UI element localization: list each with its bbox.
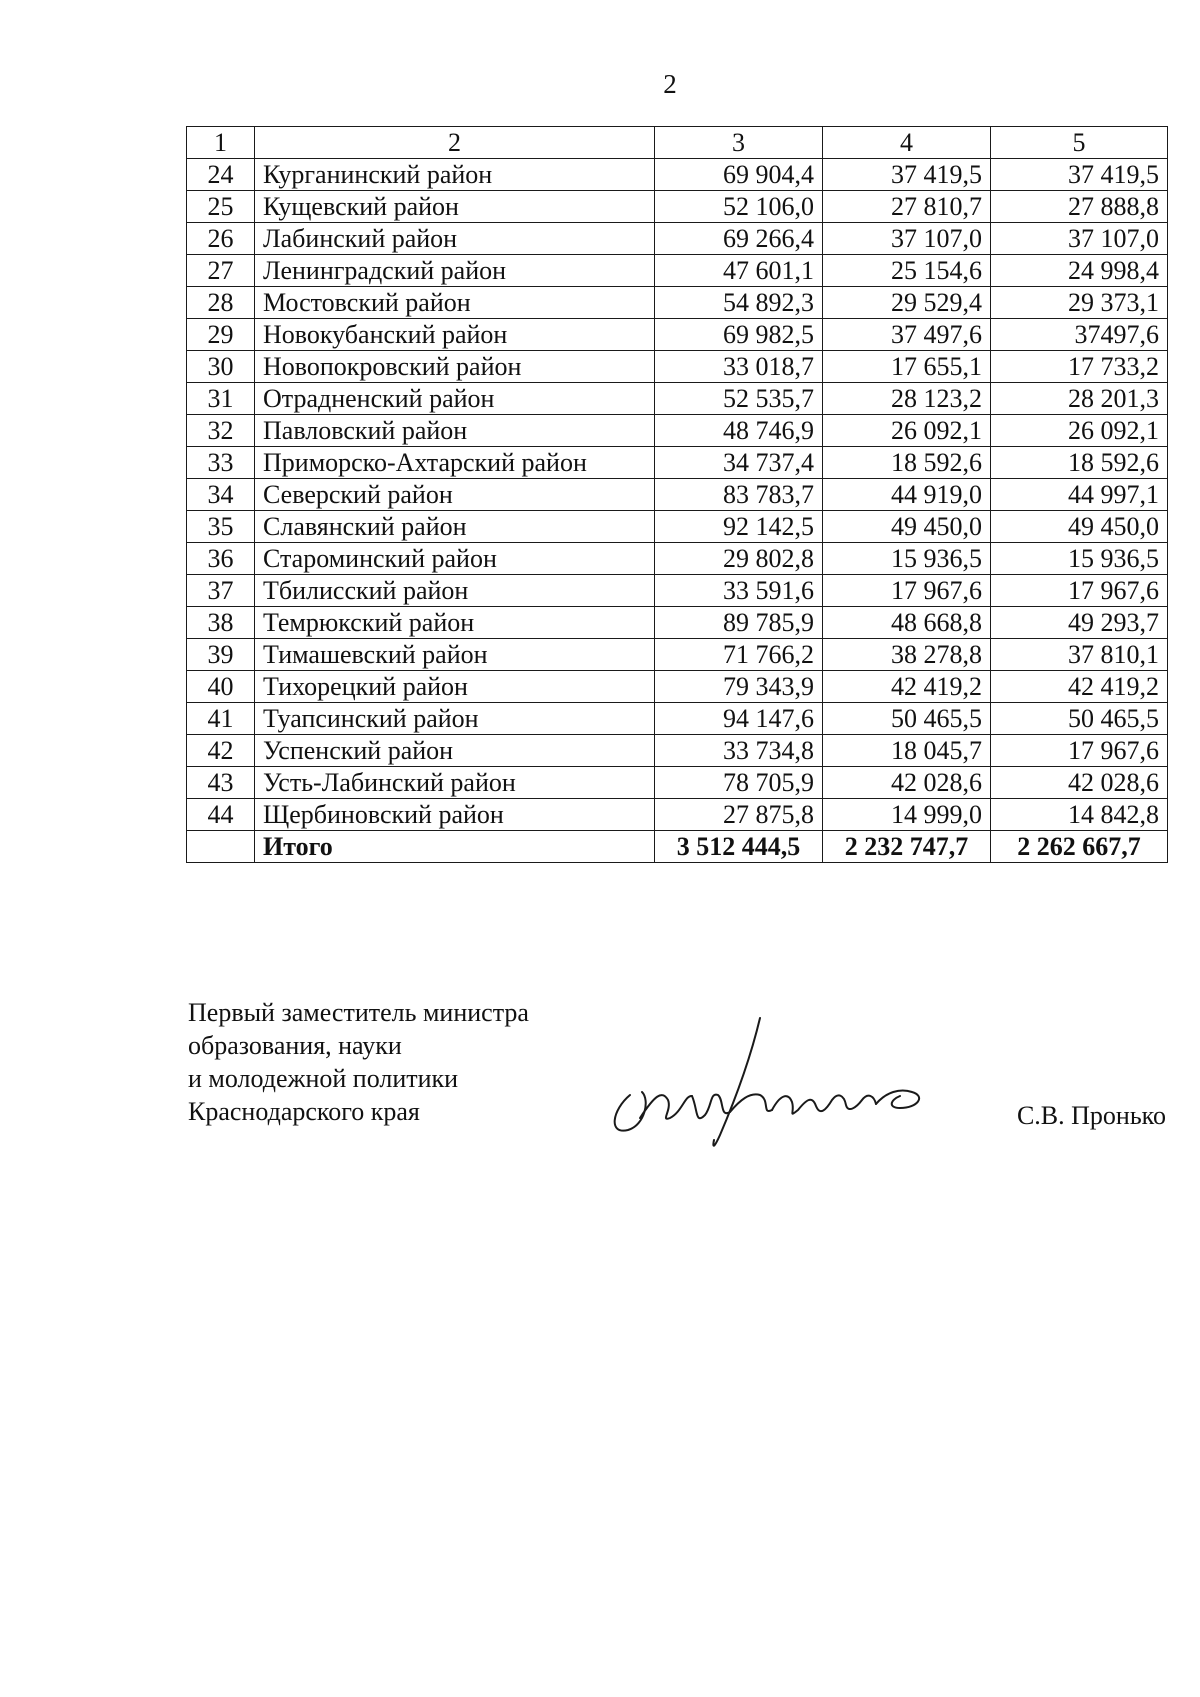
value-cell-col4: 37 107,0 xyxy=(823,223,991,255)
value-cell-col5: 17 967,6 xyxy=(991,575,1168,607)
table-row xyxy=(187,767,1168,799)
header-cell-3: 3 xyxy=(655,127,823,159)
signatory-name: С.В. Пронько xyxy=(1016,1101,1166,1130)
row-number-cell: 41 xyxy=(187,703,255,735)
row-number-cell: 26 xyxy=(187,223,255,255)
row-number-cell: 28 xyxy=(187,287,255,319)
table-row xyxy=(187,703,1168,735)
value-cell-col3: 69 982,5 xyxy=(655,319,823,351)
row-number-cell: 32 xyxy=(187,415,255,447)
value-cell-col4: 42 419,2 xyxy=(823,671,991,703)
value-cell-col4: 17 655,1 xyxy=(823,351,991,383)
row-number-cell: 30 xyxy=(187,351,255,383)
value-cell-col5: 29 373,1 xyxy=(991,287,1168,319)
row-number-cell: 38 xyxy=(187,607,255,639)
value-cell-col3: 48 746,9 xyxy=(655,415,823,447)
row-number-cell: 34 xyxy=(187,479,255,511)
row-number-cell: 29 xyxy=(187,319,255,351)
value-cell-col3: 71 766,2 xyxy=(655,639,823,671)
row-number-cell: 25 xyxy=(187,191,255,223)
value-cell-col3: 79 343,9 xyxy=(655,671,823,703)
position-line: образования, науки xyxy=(188,1031,402,1060)
value-cell-col5: 37 810,1 xyxy=(991,639,1168,671)
district-name-cell: Приморско-Ахтарский район xyxy=(255,447,655,479)
value-cell-col4: 18 045,7 xyxy=(823,735,991,767)
row-number-cell: 35 xyxy=(187,511,255,543)
value-cell-col3: 54 892,3 xyxy=(655,287,823,319)
value-cell-col5: 37 419,5 xyxy=(991,159,1168,191)
value-cell-col3: 94 147,6 xyxy=(655,703,823,735)
value-cell-col4: 15 936,5 xyxy=(823,543,991,575)
row-number-cell: 37 xyxy=(187,575,255,607)
table-row xyxy=(187,287,1168,319)
header-cell-4: 4 xyxy=(823,127,991,159)
table-row xyxy=(187,383,1168,415)
value-cell-col4: 50 465,5 xyxy=(823,703,991,735)
value-cell-col3: 34 737,4 xyxy=(655,447,823,479)
value-cell-col5: 17 733,2 xyxy=(991,351,1168,383)
total-value-cell: 3 512 444,5 xyxy=(655,831,823,863)
value-cell-col4: 17 967,6 xyxy=(823,575,991,607)
table-row xyxy=(187,415,1168,447)
signatory-position xyxy=(188,996,529,1128)
page-number: 2 xyxy=(663,69,677,99)
row-number-cell: 43 xyxy=(187,767,255,799)
table-row xyxy=(187,447,1168,479)
value-cell-col5: 37497,6 xyxy=(991,319,1168,351)
header-cell-5: 5 xyxy=(991,127,1168,159)
total-label: Итого xyxy=(255,831,655,863)
value-cell-col5: 24 998,4 xyxy=(991,255,1168,287)
value-cell-col3: 92 142,5 xyxy=(655,511,823,543)
value-cell-col5: 50 465,5 xyxy=(991,703,1168,735)
row-number-cell: 40 xyxy=(187,671,255,703)
value-cell-col5: 17 967,6 xyxy=(991,735,1168,767)
district-name-cell: Ленинградский район xyxy=(255,255,655,287)
value-cell-col4: 37 419,5 xyxy=(823,159,991,191)
district-name-cell: Северский район xyxy=(255,479,655,511)
value-cell-col4: 28 123,2 xyxy=(823,383,991,415)
row-number-cell: 39 xyxy=(187,639,255,671)
total-empty-cell xyxy=(187,831,255,863)
value-cell-col5: 49 450,0 xyxy=(991,511,1168,543)
district-name-cell: Туапсинский район xyxy=(255,703,655,735)
header-cell-2: 2 xyxy=(255,127,655,159)
value-cell-col5: 28 201,3 xyxy=(991,383,1168,415)
value-cell-col4: 14 999,0 xyxy=(823,799,991,831)
district-name-cell: Лабинский район xyxy=(255,223,655,255)
position-line: и молодежной политики xyxy=(188,1064,459,1093)
table-row xyxy=(187,319,1168,351)
table-row xyxy=(187,351,1168,383)
district-name-cell: Темрюкский район xyxy=(255,607,655,639)
value-cell-col5: 37 107,0 xyxy=(991,223,1168,255)
table-row xyxy=(187,479,1168,511)
header-cell-1: 1 xyxy=(187,127,255,159)
value-cell-col3: 33 591,6 xyxy=(655,575,823,607)
row-number-cell: 42 xyxy=(187,735,255,767)
value-cell-col3: 78 705,9 xyxy=(655,767,823,799)
value-cell-col3: 69 266,4 xyxy=(655,223,823,255)
value-cell-col3: 83 783,7 xyxy=(655,479,823,511)
value-cell-col3: 27 875,8 xyxy=(655,799,823,831)
district-name-cell: Мостовский район xyxy=(255,287,655,319)
table-row xyxy=(187,191,1168,223)
district-name-cell: Усть-Лабинский район xyxy=(255,767,655,799)
value-cell-col3: 89 785,9 xyxy=(655,607,823,639)
value-cell-col3: 29 802,8 xyxy=(655,543,823,575)
value-cell-col4: 26 092,1 xyxy=(823,415,991,447)
position-line: Краснодарского края xyxy=(188,1097,420,1126)
value-cell-col4: 42 028,6 xyxy=(823,767,991,799)
table-row xyxy=(187,799,1168,831)
table-header-row xyxy=(187,127,1168,159)
value-cell-col3: 69 904,4 xyxy=(655,159,823,191)
district-name-cell: Курганинский район xyxy=(255,159,655,191)
row-number-cell: 24 xyxy=(187,159,255,191)
value-cell-col4: 48 668,8 xyxy=(823,607,991,639)
value-cell-col5: 15 936,5 xyxy=(991,543,1168,575)
district-name-cell: Новопокровский район xyxy=(255,351,655,383)
district-name-cell: Тимашевский район xyxy=(255,639,655,671)
row-number-cell: 33 xyxy=(187,447,255,479)
value-cell-col5: 27 888,8 xyxy=(991,191,1168,223)
value-cell-col3: 52 106,0 xyxy=(655,191,823,223)
table-row xyxy=(187,639,1168,671)
table-row xyxy=(187,607,1168,639)
total-value-cell: 2 232 747,7 xyxy=(823,831,991,863)
table-row xyxy=(187,511,1168,543)
value-cell-col5: 44 997,1 xyxy=(991,479,1168,511)
value-cell-col4: 25 154,6 xyxy=(823,255,991,287)
value-cell-col4: 38 278,8 xyxy=(823,639,991,671)
table-row xyxy=(187,671,1168,703)
district-name-cell: Староминский район xyxy=(255,543,655,575)
value-cell-col5: 42 028,6 xyxy=(991,767,1168,799)
value-cell-col3: 33 018,7 xyxy=(655,351,823,383)
table-row xyxy=(187,223,1168,255)
district-name-cell: Кущевский район xyxy=(255,191,655,223)
table-row xyxy=(187,543,1168,575)
district-name-cell: Тбилисский район xyxy=(255,575,655,607)
value-cell-col5: 14 842,8 xyxy=(991,799,1168,831)
value-cell-col5: 42 419,2 xyxy=(991,671,1168,703)
value-cell-col5: 26 092,1 xyxy=(991,415,1168,447)
table-row xyxy=(187,255,1168,287)
value-cell-col4: 37 497,6 xyxy=(823,319,991,351)
table-row xyxy=(187,735,1168,767)
value-cell-col4: 44 919,0 xyxy=(823,479,991,511)
row-number-cell: 36 xyxy=(187,543,255,575)
value-cell-col5: 18 592,6 xyxy=(991,447,1168,479)
total-row xyxy=(187,831,1168,863)
value-cell-col5: 49 293,7 xyxy=(991,607,1168,639)
row-number-cell: 31 xyxy=(187,383,255,415)
total-value-cell: 2 262 667,7 xyxy=(991,831,1168,863)
value-cell-col4: 27 810,7 xyxy=(823,191,991,223)
district-name-cell: Тихорецкий район xyxy=(255,671,655,703)
position-line: Первый заместитель министра xyxy=(188,998,529,1027)
table-row xyxy=(187,575,1168,607)
handwritten-signature xyxy=(600,1000,960,1150)
district-name-cell: Новокубанский район xyxy=(255,319,655,351)
value-cell-col3: 52 535,7 xyxy=(655,383,823,415)
district-name-cell: Щербиновский район xyxy=(255,799,655,831)
district-name-cell: Павловский район xyxy=(255,415,655,447)
value-cell-col3: 47 601,1 xyxy=(655,255,823,287)
district-name-cell: Отрадненский район xyxy=(255,383,655,415)
row-number-cell: 44 xyxy=(187,799,255,831)
table-row xyxy=(187,159,1168,191)
district-name-cell: Успенский район xyxy=(255,735,655,767)
row-number-cell: 27 xyxy=(187,255,255,287)
value-cell-col4: 49 450,0 xyxy=(823,511,991,543)
data-table xyxy=(186,126,1168,863)
value-cell-col4: 29 529,4 xyxy=(823,287,991,319)
value-cell-col3: 33 734,8 xyxy=(655,735,823,767)
district-name-cell: Славянский район xyxy=(255,511,655,543)
value-cell-col4: 18 592,6 xyxy=(823,447,991,479)
